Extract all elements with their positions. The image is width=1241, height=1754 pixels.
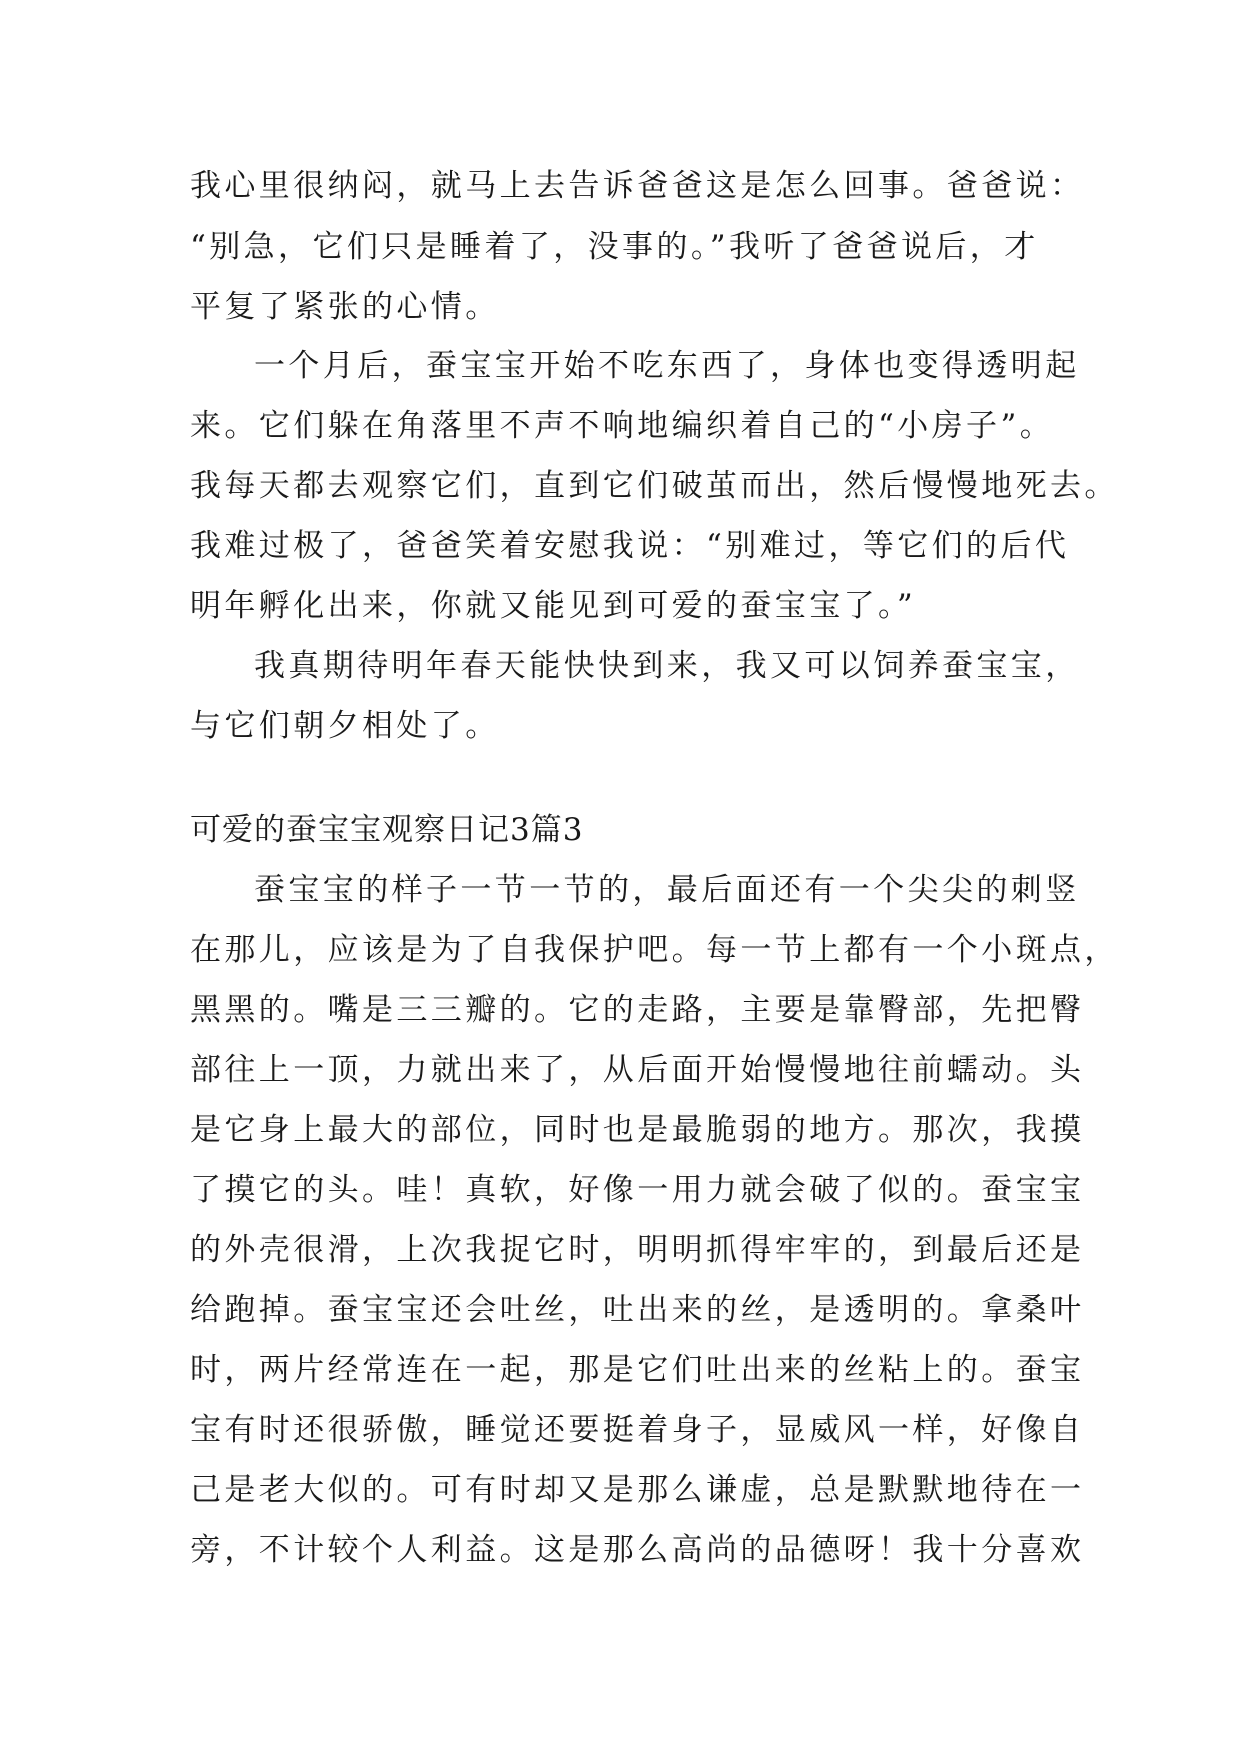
paragraph-4-line-1: 蚕宝宝的样子一节一节的，最后面还有一个尖尖的刺竖 [254,872,1080,908]
paragraph-1-line-3: 平复了紧张的心情。 [190,289,500,325]
paragraph-4-line-8: 给跑掉。蚕宝宝还会吐丝，吐出来的丝，是透明的。拿桑叶 [190,1292,1085,1328]
paragraph-2-line-2: 来。它们躲在角落里不声不响地编织着自己的“小房子”。 [190,408,1055,444]
paragraph-4-line-12: 旁，不计较个人利益。这是那么高尚的品德呀！我十分喜欢 [190,1532,1085,1568]
paragraph-4-line-6: 了摸它的头。哇！真软，好像一用力就会破了似的。蚕宝宝 [190,1172,1085,1208]
paragraph-2-line-5: 明年孵化出来，你就又能见到可爱的蚕宝宝了。” [190,588,917,624]
paragraph-3-line-2: 与它们朝夕相处了。 [190,708,500,744]
paragraph-2-line-1: 一个月后，蚕宝宝开始不吃东西了，身体也变得透明起 [254,348,1080,384]
paragraph-2-line-3: 我每天都去观察它们，直到它们破茧而出，然后慢慢地死去。 [190,468,1119,504]
paragraph-4-line-7: 的外壳很滑，上次我捉它时，明明抓得牢牢的，到最后还是 [190,1232,1085,1268]
paragraph-4-line-9: 时，两片经常连在一起，那是它们吐出来的丝粘上的。蚕宝 [190,1352,1085,1388]
paragraph-4-line-5: 是它身上最大的部位，同时也是最脆弱的地方。那次，我摸 [190,1112,1085,1148]
section-heading: 可爱的蚕宝宝观察日记3篇3 [190,812,584,848]
paragraph-1-line-2: “别急，它们只是睡着了，没事的。”我听了爸爸说后，才 [190,229,1039,265]
paragraph-4-line-10: 宝有时还很骄傲，睡觉还要挺着身子，显威风一样，好像自 [190,1412,1085,1448]
paragraph-2-line-4: 我难过极了，爸爸笑着安慰我说：“别难过，等它们的后代 [190,528,1070,564]
paragraph-4-line-2: 在那儿，应该是为了自我保护吧。每一节上都有一个小斑点， [190,932,1119,968]
paragraph-4-line-4: 部往上一顶，力就出来了，从后面开始慢慢地往前蠕动。头 [190,1052,1085,1088]
paragraph-4-line-11: 己是老大似的。可有时却又是那么谦虚，总是默默地待在一 [190,1472,1085,1508]
paragraph-4-line-3: 黑黑的。嘴是三三瓣的。它的走路，主要是靠臀部，先把臀 [190,992,1085,1028]
paragraph-3-line-1: 我真期待明年春天能快快到来，我又可以饲养蚕宝宝， [254,648,1080,684]
paragraph-1-line-1: 我心里很纳闷，就马上去告诉爸爸这是怎么回事。爸爸说： [190,168,1085,204]
